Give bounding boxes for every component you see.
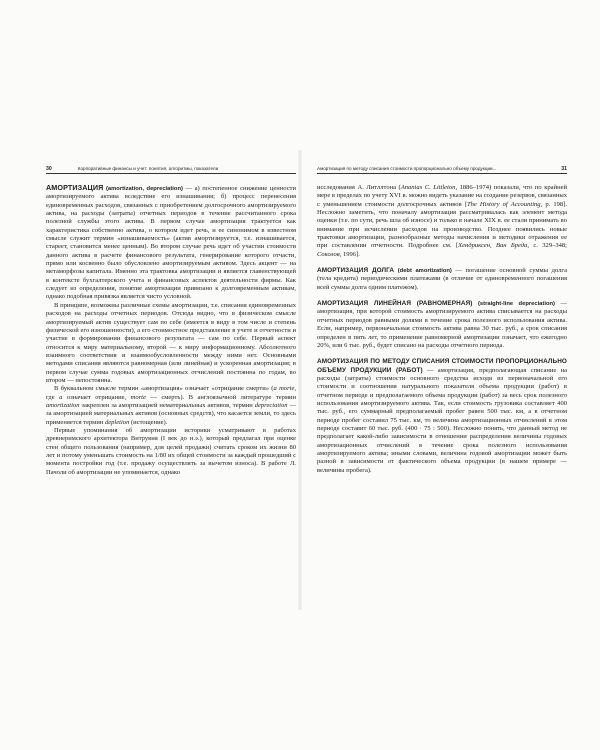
right-page-body bbox=[317, 184, 567, 475]
running-title: Корпоративные финансы и учет: понятия, алгоритмы, показатели bbox=[77, 166, 219, 171]
paragraph: В буквальном смысле термин «амортизация» означает «отрицание смерти» (a morte, где a означает отрицание, morte — смерть). В англоязычной литературе термин amortization закреплен за амортизацией нематериальных активов, термин depreciation — за амортизацией материальных активов (основных средств), что касается земли, то здесь применяется термин depletion (истощение). bbox=[46, 385, 296, 426]
entry-amortization bbox=[46, 184, 296, 302]
entry-debt-amortization bbox=[317, 267, 567, 292]
book-gutter bbox=[298, 150, 302, 610]
left-page-header bbox=[46, 166, 296, 174]
entry-term-en: (amortization, depreciation) bbox=[105, 186, 183, 192]
page-number: 30 bbox=[46, 166, 52, 172]
entry-straight-line bbox=[317, 300, 567, 350]
running-title: Амортизация по методу списания стоимости пропорционально объему продукции... bbox=[317, 166, 497, 171]
paragraph: Первые упоминания об амортизации историки усматривают в работах древнеримского архитектора Витрувия (I век до н.э.), который предлагал при оценке стен общего пользования (например, для целей продажи) считать сроком их жизни 80 лет и потому уменьшать стоимость на 1/80 их общей стоимости за каждый прошедший с момента постройки год (т.е. продажу осуществлять за вычетом износа). В работе Л. Пачоли об амортизации не упоминается, однако bbox=[46, 426, 296, 476]
left-page-body bbox=[46, 184, 296, 477]
entry-term: АМОРТИЗАЦИЯ ПО МЕТОДУ СПИСАНИЯ СТОИМОСТИ ПРОПОРЦИОНАЛЬНО ОБЪЕМУ ПРОДУКЦИИ (РАБОТ) bbox=[317, 358, 567, 374]
entry-units-of-production bbox=[317, 358, 567, 475]
entry-term-en: (debt amortization) bbox=[397, 268, 452, 275]
left-page bbox=[46, 166, 296, 477]
entry-text: — амортизация, предполагающая списание на расходы (затраты) стоимости основного средства исходя из первоначальной его стоимости и соотношения натурального показателя объема продукции (работ) в отчетном периоде и предполагаемого объема продукции (работ) за весь срок полезного использования амортизируемого актива. Так, если стоимость грузовика составляет 400 тыс. руб., его суммарный предполагаемый пробег равен 500 тыс. км, а в отчетном периоде пробег составил 75 тыс. км, то величина амортизационных отчислений в этом периоде составит 60 тыс. руб. (400 · 75 : 500). Несложно понять, что данный метод не предполагает какой-либо зависимости в отношении распределения величины годовых амортизационных отчислений в течение срока полезного использования амортизируемого актива; иными словами, величина годовой амортизации может быть разной в зависимости от фактического объема продукции (в нашем примере — величины пробега). bbox=[317, 366, 567, 474]
page-number: 31 bbox=[561, 166, 567, 172]
entry-term: АМОРТИЗАЦИЯ ЛИНЕЙНАЯ (РАВНОМЕРНАЯ) bbox=[317, 300, 473, 308]
right-page-header bbox=[317, 166, 567, 174]
entry-text: — погашение основной суммы долга (тела кредита) периодическими платежами (в отличие от единовременного погашения всей суммы долга одним платежом). bbox=[317, 267, 567, 291]
paragraph: исследования А. Литллтона (Ananias C. Littleton, 1886–1974) показали, что по крайней мере в пределах по учету XVI в. можно видеть указание на создание резервов, связанных с уменьшением стоимости долгосрочных активов [The History of Accounting, p. 198]. Несложно заметить, что поначалу амортизация рассматривалась как элемент метода оценки (т.е. по сути, речь шла об износе) и только в начале XIX в. ее стали принимать во внимание при исчислении расходов на производство. Позднее появились новые трактовки амортизации, разнообразные методы начисления и методики отражения ее при составлении отчетности. Подробнее см. [Хендриксен, Ван Бреда, с. 329–348; Соколов, 1996]. bbox=[317, 184, 567, 258]
entry-term-en: (straight-line depreciation) bbox=[478, 301, 555, 308]
entry-text: — а) постепенное снижение ценности амортизируемого актива вследствие его изнашивания; б) процесс перенесения единовременных расходов, связанных с приобретением долгосрочного амортизируемого актива, на расходы (затраты) отчетных периодов в течение рассчитанного срока полезной службы этого актива. В первом случае амортизация трактуется как характеристика собственно актива, о котором идет речь, и ее синонимом в известном смысле служит термин «изнашиваемость» (актив амортизируется, т.е. изнашивается, стареет, становится менее ценным). Во втором случае речь идет об участии стоимости данного актива в расчете финансового результата, генерирование которого отчасти, прямо или косвенно было обусловлено амортизируемым активом. Здесь акцент — на метаморфозы капитала. Именно эта трактовка амортизации и является главенствующей в контексте бухгалтерского учета и финансовых аспектов деятельности фирмы. Как следует из определения, понятие амортизации привязано к долговременным активам, однако подобная привязка является чисто условной. bbox=[46, 185, 296, 301]
entry-term: АМОРТИЗАЦИЯ bbox=[46, 183, 104, 192]
paragraph: В принципе, возможны различные схемы амортизации, т.е. списания единовременных расходов на расходы отчетных периодов. Отсюда видно, что в физическом смысле амортизируемый актив существует сам по себе (имеется в виду в том числе и степень физической его изношенности), а его стоимостное представление в учете и отчетности и участие в формировании финансового результата — сам по себе. Первый аспект относится к миру материальному, второй — к миру информационному. Абсолютного взаимного соответствия и взаимообусловленности между ними нет. Основными методами списания являются равномерная (или линейная) и ускоренная амортизация; в первом случае сумма годовых амортизационных отчислений постоянна по годам, во втором — непостоянна. bbox=[46, 301, 296, 384]
right-page bbox=[317, 166, 567, 475]
entry-text: — амортизация, при которой стоимость амортизируемого актива списывается на расходы отчетных периодов равными долями в течение срока полезного использования актива. Если, например, первоначальная стоимость актива равна 30 тыс. руб., а срок списания определен в пять лет, то применение равномерной амортизации означает, что ежегодно 20%, или 6 тыс. руб., будет списано на расходы отчетного периода. bbox=[317, 300, 567, 349]
entry-term: АМОРТИЗАЦИЯ ДОЛГА bbox=[317, 267, 395, 275]
